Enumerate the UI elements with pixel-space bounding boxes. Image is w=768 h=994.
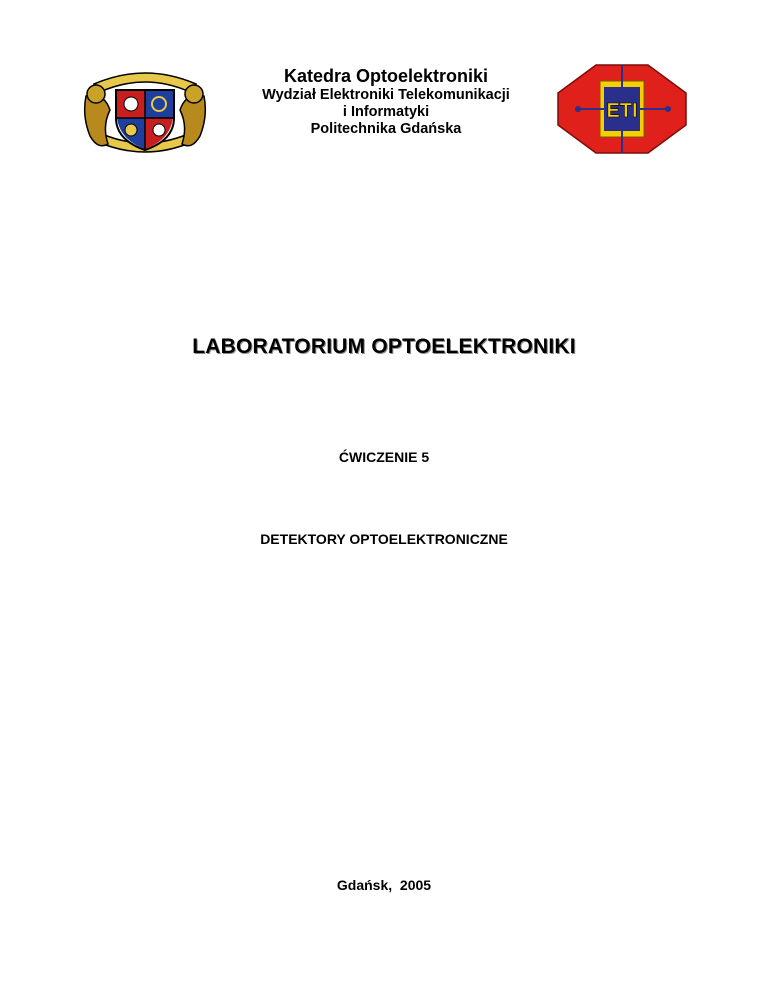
- document-header: [0, 0, 768, 170]
- faculty-name-line1: Wydział Elektroniki Telekomunikacji: [262, 87, 510, 103]
- exercise-number: ĆWICZENIE 5: [338, 449, 430, 465]
- faculty-name-line2: i Informatyki: [342, 104, 430, 120]
- place-and-date: Gdańsk, 2005: [336, 877, 432, 893]
- header-text-block: [214, 66, 558, 138]
- eti-faculty-logo: [556, 63, 688, 155]
- university-crest-logo: [80, 66, 210, 158]
- department-name: Katedra Optoelektroniki: [283, 66, 489, 86]
- eti-logo-letters: ETI: [606, 100, 638, 122]
- university-name: Politechnika Gdańska: [310, 121, 462, 137]
- document-title: LABORATORIUM OPTOELEKTRONIKI: [192, 335, 576, 358]
- exercise-subject: DETEKTORY OPTOELEKTRONICZNE: [260, 531, 508, 547]
